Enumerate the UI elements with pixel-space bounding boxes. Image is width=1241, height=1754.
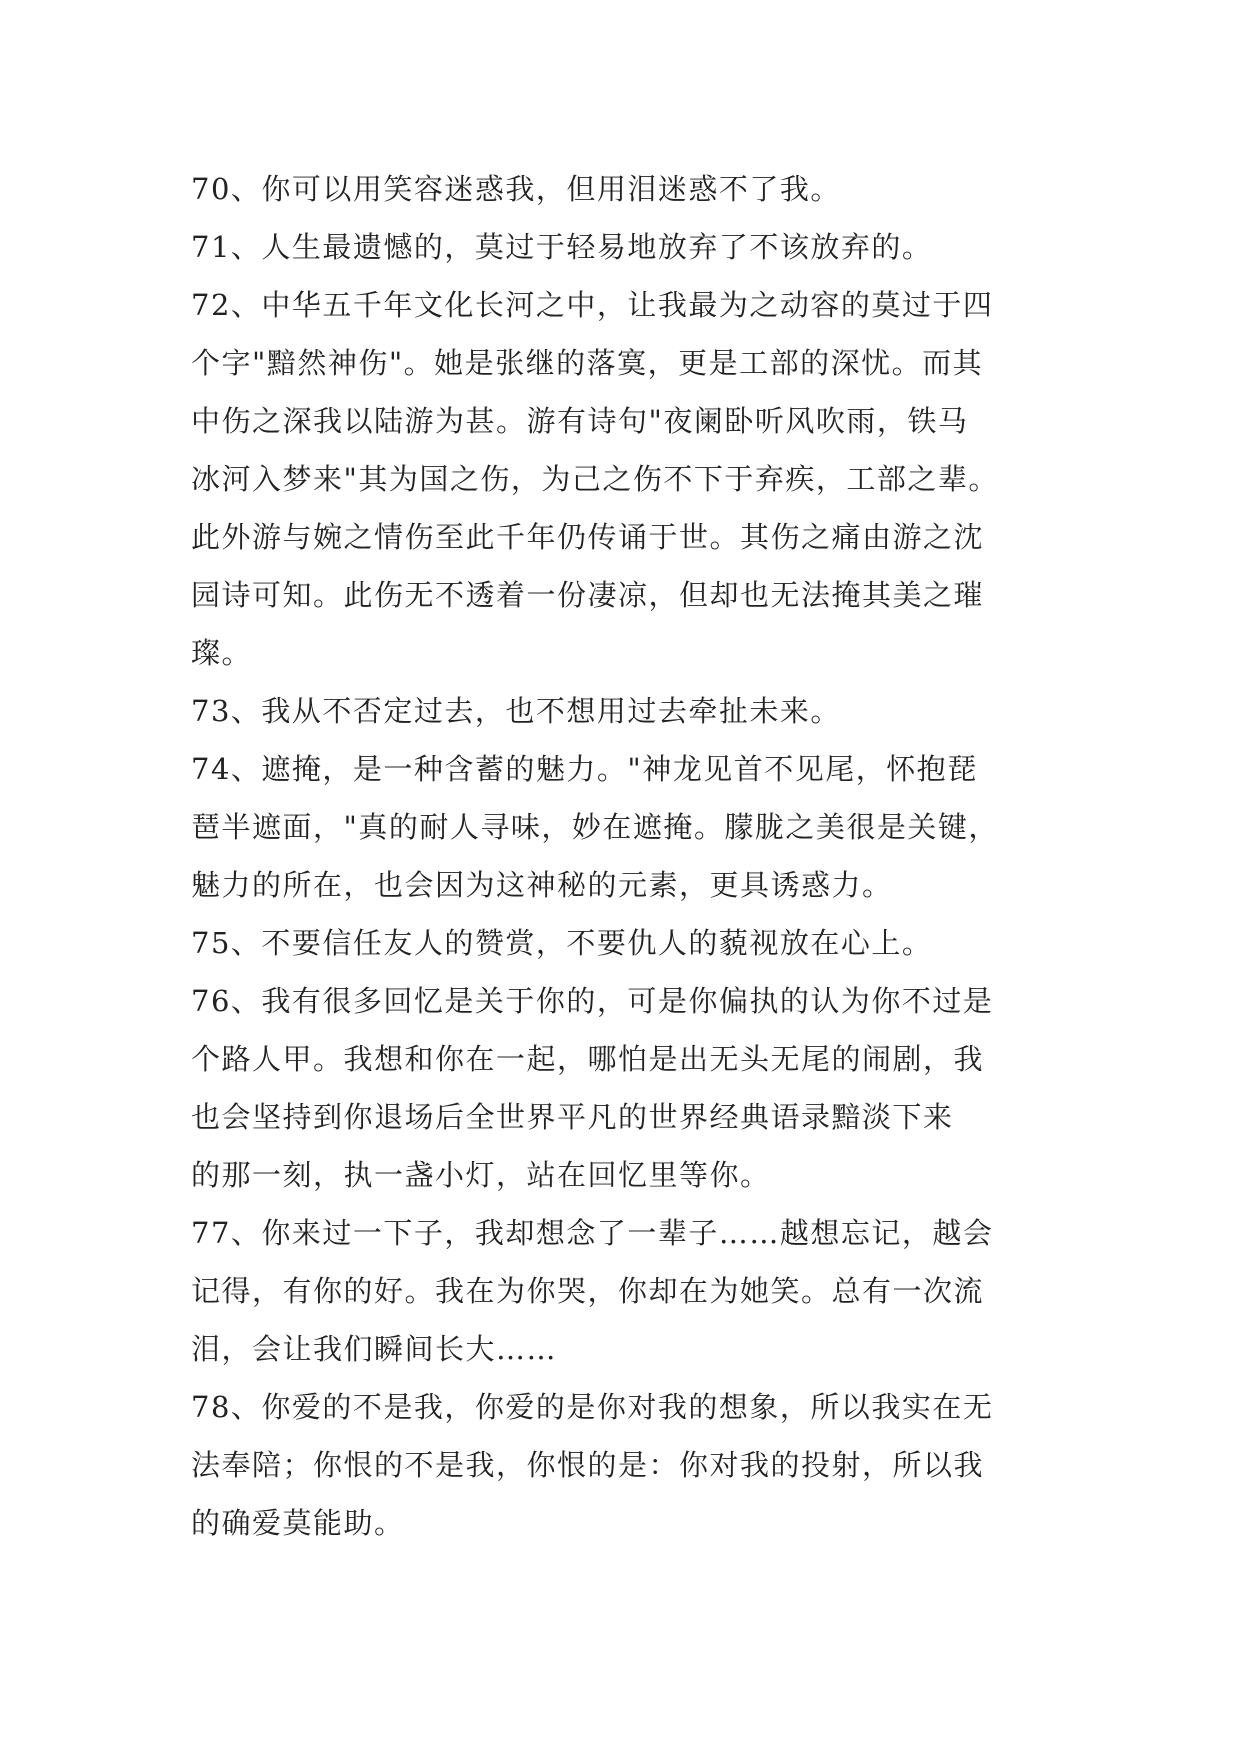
document-body <box>191 160 1071 1552</box>
text-line: 73、我从不否定过去，也不想用过去牵扯未来。 <box>191 694 841 728</box>
text-line: 76、我有很多回忆是关于你的，可是你偏执的认为你不过是 <box>191 984 994 1018</box>
text-line: 71、人生最遗憾的，莫过于轻易地放弃了不该放弃的。 <box>191 230 933 264</box>
text-line: 此外游与婉之情伤至此千年仍传诵于世。其伤之痛由游之沈 <box>191 520 985 554</box>
text-line: 中伤之深我以陆游为甚。游有诗句"夜阑卧听风吹雨，铁马 <box>191 404 969 438</box>
text-line: 77、你来过一下子，我却想念了一辈子……越想忘记，越会 <box>191 1216 994 1250</box>
text-line: 个字"黯然神伤"。她是张继的落寞，更是工部的深忧。而其 <box>191 346 984 380</box>
text-line: 的确爱莫能助。 <box>191 1506 405 1540</box>
text-line: 冰河入梦来"其为国之伤，为己之伤不下于弃疾，工部之辈。 <box>191 462 999 496</box>
text-line: 璨。 <box>191 636 253 670</box>
text-line: 72、中华五千年文化长河之中，让我最为之动容的莫过于四 <box>191 288 994 322</box>
text-line: 也会坚持到你退场后全世界平凡的世界经典语录黯淡下来 <box>191 1100 954 1134</box>
text-line: 74、遮掩，是一种含蓄的魅力。"神龙见首不见尾，怀抱琵 <box>191 752 978 786</box>
text-line: 70、你可以用笑容迷惑我，但用泪迷惑不了我。 <box>191 172 841 206</box>
text-line: 个路人甲。我想和你在一起，哪怕是出无头无尾的闹剧，我 <box>191 1042 985 1076</box>
text-line: 园诗可知。此伤无不透着一份凄凉，但却也无法掩其美之璀 <box>191 578 985 612</box>
text-line: 78、你爱的不是我，你爱的是你对我的想象，所以我实在无 <box>191 1390 994 1424</box>
text-line: 魅力的所在，也会因为这神秘的元素，更具诱惑力。 <box>191 868 893 902</box>
text-line: 的那一刻，执一盏小灯，站在回忆里等你。 <box>191 1158 771 1192</box>
text-line: 琶半遮面，"真的耐人寻味，妙在遮掩。朦胧之美很是关键， <box>191 810 999 844</box>
text-line: 法奉陪；你恨的不是我，你恨的是：你对我的投射，所以我 <box>191 1448 985 1482</box>
text-line: 75、不要信任友人的赞赏，不要仇人的藐视放在心上。 <box>191 926 933 960</box>
text-line: 泪，会让我们瞬间长大…… <box>191 1332 558 1366</box>
text-line: 记得，有你的好。我在为你哭，你却在为她笑。总有一次流 <box>191 1274 985 1308</box>
